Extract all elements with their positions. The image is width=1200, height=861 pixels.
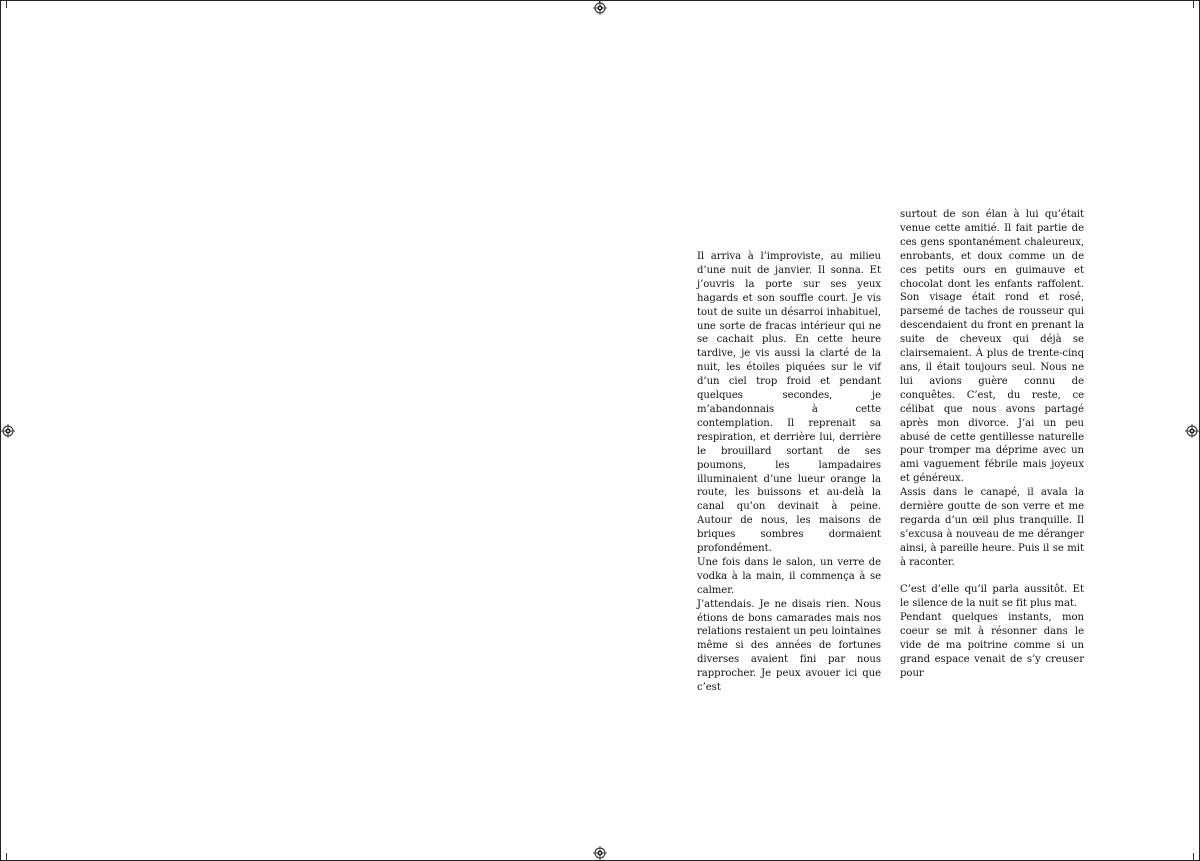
paragraph: Assis dans le canapé, il avala la dernière goutte de son verre et me regarda d’un œil plus tranquille. Il s’excusa à nouveau de me déranger ainsi, à pareille heure. Puis il se mit à raconter. — [900, 487, 1084, 568]
registration-mark-left-icon — [1, 424, 15, 438]
paragraph: Il arriva à l’improviste, au milieu d’une nuit de janvier. Il sonna. Et j’ouvris la porte sur ses yeux hagards et son souffle court. Je vis tout de suite un désarroi inhabituel, une sorte de fracas intérieur qui ne se cachait plus. En cette heure tardive, je vis aussi la clarté de la nuit, les étoiles piquées sur le vif d’un ciel trop froid et pendant quelques secondes, je m’abandonnais à cette contemplation. Il reprenait sa respiration, et derrière lui, derrière le brouillard sortant de ses poumons, les lampadaires illuminaient d’une lueur orange la route, les buissons et au-delà la canal qu’on devinait à peine. Autour de nous, les maisons de briques sombres dormaient profondément. — [697, 251, 881, 555]
registration-mark-bottom-icon — [593, 846, 607, 860]
section-break — [900, 570, 1084, 584]
text-column-right — [900, 208, 1084, 681]
crop-mark-top-right — [1193, 0, 1194, 8]
paragraph: Une fois dans le salon, un verre de vodka à la main, il commença à se calmer. — [697, 556, 881, 596]
paragraph: Pendant quelques instants, mon coeur se mit à résonner dans le vide de ma poitrine comme si un grand espace venait de s’y creuser pour — [900, 612, 1084, 679]
registration-mark-top-icon — [593, 1, 607, 15]
crop-mark-top-left — [6, 0, 7, 8]
paragraph: J’attendais. Je ne disais rien. Nous étions de bons camarades mais nos relations restaient un peu lointaines même si des années de fortunes diverses avaient fini par nous rapprocher. Je peux avouer ici que c’est — [697, 598, 881, 694]
crop-mark-bottom-left — [6, 853, 7, 861]
crop-mark-bottom-right — [1193, 853, 1194, 861]
paragraph: surtout de son élan à lui qu’était venue cette amitié. Il fait partie de ces gens spontanément chaleureux, enrobants, et doux comme un de ces petits ours en guimauve et chocolat dont les enfants raffolent. Son visage était rond et rosé, parsemé de taches de rousseur qui descendaient du front en prenant la suite de cheveux qui déjà se clairsemaient. À plus de trente-cinq ans, il était toujours seul. Nous ne lui avions guère connu de conquêtes. C’est, du reste, ce célibat que nous avons partagé après mon divorce. J’ai un peu abusé de cette gentillesse naturelle pour tromper ma déprime avec un ami vaguement fébrile mais joyeux et généreux. — [900, 209, 1084, 485]
text-column-left — [697, 250, 881, 695]
registration-mark-right-icon — [1185, 424, 1199, 438]
paragraph: C’est d’elle qu’il parla aussitôt. Et le silence de la nuit se fit plus mat. — [900, 584, 1084, 610]
